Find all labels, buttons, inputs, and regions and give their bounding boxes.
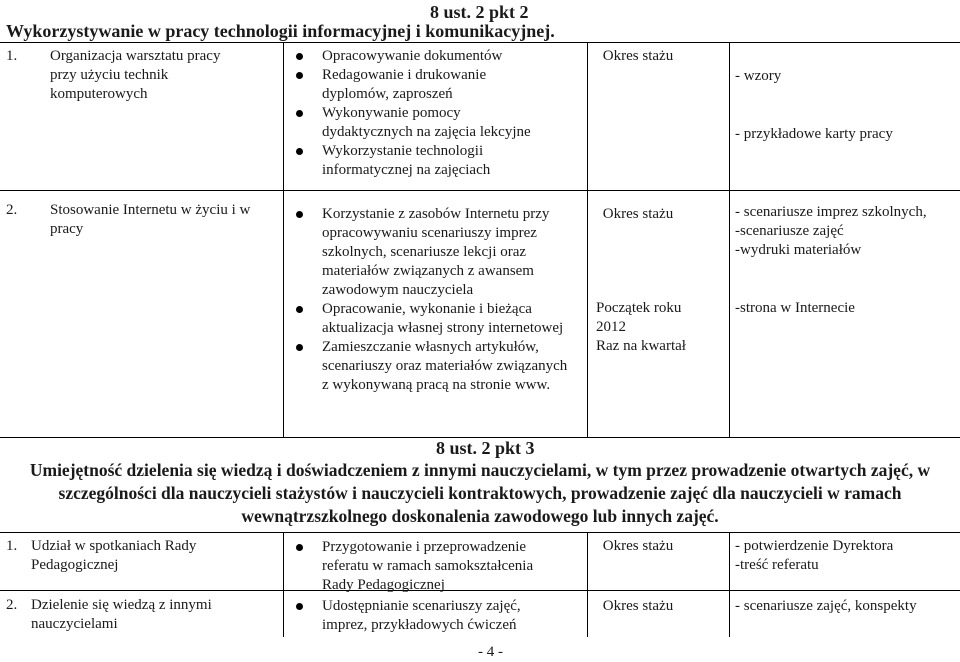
list-item: Opracowywanie dokumentów	[288, 47, 538, 66]
row-number: 2.	[6, 597, 18, 613]
list-item: Przygotowanie i przeprowadzenie referatu w ramach samokształcenia Rady Pedagogicznej	[288, 538, 558, 595]
list-item: Zamieszczanie własnych artykułów, scenariuszy oraz materiałów związanych z wykonywaną pracą na stronie www.	[288, 338, 570, 395]
table2-col-divider	[729, 532, 730, 637]
section1-reference: 8 ust. 2 pkt 2	[430, 2, 529, 22]
list-item: Opracowanie, wykonanie i bieżąca aktualizacja własnej strony internetowej	[288, 300, 570, 338]
term-text: Raz na kwartał	[596, 338, 686, 354]
row-number: 1.	[6, 48, 18, 64]
action-list	[288, 597, 558, 635]
row-number: 2.	[6, 202, 18, 218]
evidence-text: -strona w Internecie	[735, 300, 855, 316]
list-item: Korzystanie z zasobów Internetu przy opracowywaniu scenariuszy imprez szkolnych, scenariusze lekcji oraz materiałów związanych z awansem zawodowym nauczyciela	[288, 205, 570, 300]
table1-col-divider	[729, 42, 730, 437]
term-text: Okres stażu	[602, 206, 674, 222]
table1-col-divider	[283, 42, 284, 437]
section2-reference: 8 ust. 2 pkt 3	[436, 438, 535, 458]
task-text: Udział w spotkaniach Rady Pedagogicznej	[31, 538, 197, 573]
task-text: Dzielenie się wiedzą z innymi nauczycielami	[31, 597, 212, 632]
task-cell	[6, 201, 276, 239]
list-item: Redagowanie i drukowanie dyplomów, zaproszeń	[288, 66, 538, 104]
action-list	[288, 205, 570, 395]
table2-col-divider	[283, 532, 284, 637]
evidence-text: - scenariusze imprez szkolnych,	[735, 204, 927, 220]
term-block	[596, 299, 726, 356]
evidence-text: - scenariusze zajęć, konspekty	[735, 598, 917, 614]
task-cell	[6, 47, 276, 104]
list-item: Wykonywanie pomocy dydaktycznych na zajęcia lekcyjne	[288, 104, 538, 142]
table2-top-border	[0, 532, 960, 533]
table1-col-divider	[587, 42, 588, 437]
evidence-text: - wzory	[735, 68, 782, 84]
evidence-text: - potwierdzenie Dyrektora	[735, 538, 894, 554]
evidence-text: -scenariusze zajęć	[735, 223, 844, 239]
term-text: 2012	[596, 319, 626, 335]
action-list	[288, 47, 538, 180]
evidence-text: - przykładowe karty pracy	[735, 126, 893, 142]
term-text: Okres stażu	[602, 48, 674, 64]
section1-title: Wykorzystywanie w pracy technologii informacyjnej i komunikacyjnej.	[6, 21, 555, 41]
section2-title: Umiejętność dzielenia się wiedzą i doświadczeniem z innymi nauczycielami, w tym przez prowadzenie otwartych zajęć, w szczególności dla nauczycieli stażystów i nauczycieli kontraktowych, prowadzenie zajęć dla nauczycieli w ramach wewnątrzszkolnego doskonalenia zawodowego lub innych zajęć.	[29, 460, 931, 526]
evidence-text: -treść referatu	[735, 557, 819, 573]
term-text: Początek roku	[596, 300, 682, 316]
evidence-text: -wydruki materiałów	[735, 242, 862, 258]
table1-row-divider	[0, 190, 960, 191]
action-list	[288, 538, 558, 595]
table1-top-border	[0, 42, 960, 43]
evidence-block	[735, 537, 955, 575]
list-item: Wykorzystanie technologii informatycznej na zajęciach	[288, 142, 538, 180]
task-cell	[6, 537, 276, 575]
term-text: Okres stażu	[602, 598, 674, 614]
term-text: Okres stażu	[602, 538, 674, 554]
task-text: Stosowanie Internetu w życiu i w pracy	[50, 202, 251, 237]
row-number: 1.	[6, 538, 18, 554]
task-text: Organizacja warsztatu pracy przy użyciu technik komputerowych	[50, 48, 221, 102]
task-cell	[6, 596, 276, 634]
list-item: Udostępnianie scenariuszy zajęć, imprez, przykładowych ćwiczeń	[288, 597, 558, 635]
evidence-block	[735, 203, 960, 260]
page-number: - 4 -	[478, 644, 503, 660]
